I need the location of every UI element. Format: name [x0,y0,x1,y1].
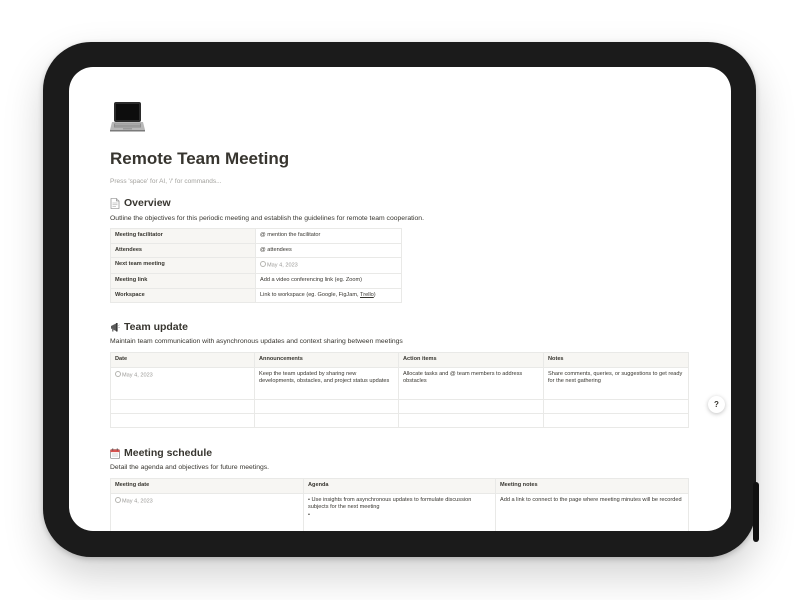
calendar-icon [110,448,120,459]
document-icon [110,198,120,209]
date-value: May 4, 2023 [122,498,153,505]
property-value[interactable]: @ mention the facilitator [256,229,402,244]
table-row [111,258,402,274]
page-title[interactable]: Remote Team Meeting [110,149,290,168]
table-row [111,399,689,413]
column-header[interactable]: Agenda [304,479,496,494]
workspace-text-suffix: ) [373,291,376,298]
column-header[interactable]: Meeting date [111,479,304,494]
trello-link[interactable]: Trello [360,291,374,298]
agenda-bullet-item[interactable]: • Use insights from asynchronous updates to formulate discussion subjects for the next meeting [308,496,472,511]
team-update-heading[interactable] [110,321,188,333]
table-row [111,367,689,399]
empty-cell[interactable] [255,399,399,413]
property-label[interactable]: Meeting link [111,274,256,289]
empty-cell[interactable] [111,413,255,427]
tablet-screen [69,67,731,531]
action-items-cell[interactable]: Allocate tasks and @ team members to address obstacles [399,367,544,399]
property-label[interactable]: Attendees [111,243,256,258]
agenda-cell[interactable] [304,493,496,531]
meeting-notes-cell[interactable]: Add a link to connect to the page where meeting minutes will be recorded [496,493,689,531]
table-header-row [111,479,689,494]
meeting-schedule-heading-text: Meeting schedule [124,447,213,459]
column-header[interactable]: Meeting notes [496,479,689,494]
notes-cell[interactable]: Share comments, queries, or suggestions to get ready for the next gathering [544,367,689,399]
overview-heading-text: Overview [124,197,171,209]
table-header-row [111,353,689,368]
meeting-schedule-table [110,478,689,531]
meeting-schedule-description[interactable]: Detail the agenda and objectives for future meetings. [110,464,270,471]
empty-cell[interactable] [544,399,689,413]
empty-cell[interactable] [544,413,689,427]
tablet-side-edge [753,482,759,542]
workspace-text-prefix: Link to workspace (eg. Google, FigJam, [260,291,361,298]
property-label[interactable]: Next team meeting [111,258,256,274]
table-row [111,413,689,427]
property-label[interactable]: Meeting facilitator [111,229,256,244]
table-row [111,243,402,258]
column-header[interactable]: Announcements [255,353,399,368]
date-cell[interactable] [111,367,255,399]
announcements-cell[interactable]: Keep the team updated by sharing new developments, obstacles, and project status updates [255,367,399,399]
overview-description[interactable]: Outline the objectives for this periodic meeting and establish the guidelines for remote team cooperation. [110,215,424,222]
overview-heading[interactable] [110,197,171,209]
megaphone-icon [110,322,120,333]
editor-placeholder[interactable]: Press 'space' for AI, '/' for commands... [110,178,222,185]
table-row [111,274,402,289]
property-value[interactable] [256,288,402,303]
help-button[interactable] [708,396,725,413]
date-mention-icon [115,371,121,377]
property-value[interactable] [256,258,402,274]
column-header[interactable]: Notes [544,353,689,368]
laptop-icon[interactable] [110,100,145,135]
date-mention-icon [260,261,266,267]
team-update-description[interactable]: Maintain team communication with asynchronous updates and context sharing between meetings [110,338,403,345]
column-header[interactable]: Date [111,353,255,368]
date-cell[interactable] [111,493,304,531]
table-row [111,493,689,531]
empty-cell[interactable] [399,413,544,427]
column-header[interactable]: Action items [399,353,544,368]
overview-table [110,228,402,303]
date-mention-icon [115,497,121,503]
team-update-table [110,352,689,428]
empty-cell[interactable] [255,413,399,427]
help-icon: ? [714,400,719,409]
agenda-bullet-empty[interactable]: • [308,511,310,518]
date-value: May 4, 2023 [122,372,153,379]
table-row [111,229,402,244]
meeting-schedule-heading[interactable] [110,447,212,459]
empty-cell[interactable] [111,399,255,413]
table-row [111,288,402,303]
property-value[interactable]: Add a video conferencing link (eg. Zoom) [256,274,402,289]
date-value: May 4, 2023 [267,262,298,269]
property-label[interactable]: Workspace [111,288,256,303]
empty-cell[interactable] [399,399,544,413]
team-update-heading-text: Team update [124,321,188,333]
property-value[interactable]: @ attendees [256,243,402,258]
